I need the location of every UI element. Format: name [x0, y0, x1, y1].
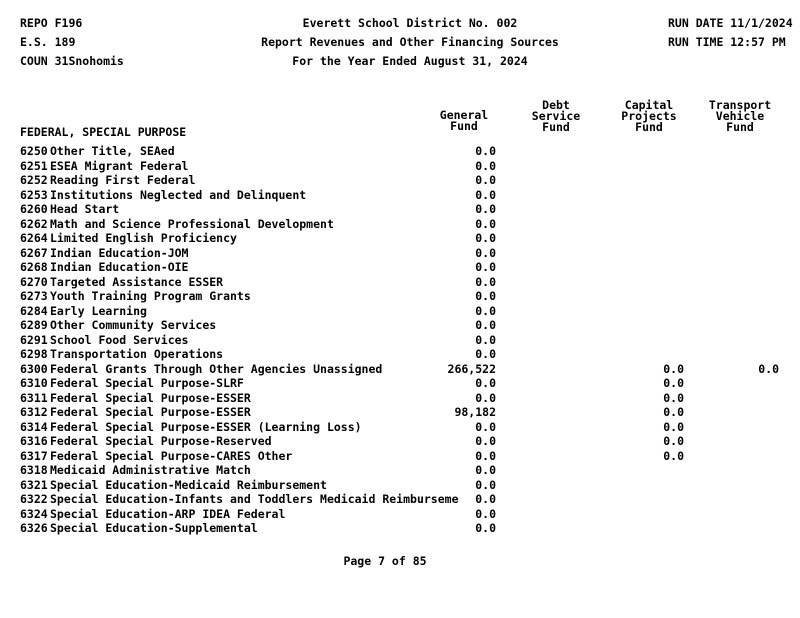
amount-cell: 0.0	[758, 361, 779, 376]
account-label: Special Education-Supplemental	[50, 521, 258, 535]
amount-cell: 0.0	[475, 202, 496, 216]
account-code: 6310	[20, 376, 48, 390]
amount-cell: 0.0	[475, 158, 496, 173]
account-label: Federal Special Purpose-Reserved	[50, 434, 272, 448]
table-row	[0, 479, 800, 493]
county-name: COUN 31Snohomis	[20, 54, 124, 68]
account-code: 6251	[20, 158, 48, 173]
account-label: Special Education-Medicaid Reimbursement	[50, 477, 327, 492]
amount-cell: 0.0	[475, 231, 496, 245]
amount-cell: 0.0	[475, 187, 496, 202]
table-row	[0, 290, 800, 304]
account-label: Youth Training Program Grants	[50, 289, 251, 303]
table-row	[0, 450, 800, 464]
account-label: ESEA Migrant Federal	[50, 158, 189, 173]
amount-cell: 0.0	[475, 506, 496, 521]
amount-cell: 0.0	[663, 361, 684, 376]
account-code: 6253	[20, 187, 48, 202]
account-code: 6322	[20, 492, 48, 506]
account-code: 6316	[20, 434, 48, 448]
account-label: Early Learning	[50, 303, 147, 318]
account-label: Reading First Federal	[50, 173, 196, 187]
report-title: Report Revenues and Other Financing Sources	[261, 35, 559, 49]
district-name: Everett School District No. 002	[302, 16, 518, 30]
amount-cell: 0.0	[475, 216, 496, 231]
account-label: Federal Special Purpose-SLRF	[50, 376, 244, 390]
account-code: 6318	[20, 463, 48, 477]
account-code: 6312	[20, 405, 48, 419]
account-label: Federal Grants Through Other Agencies Unassigned	[50, 361, 383, 376]
table-row	[0, 160, 800, 174]
account-label: Federal Special Purpose-CARES Other	[50, 448, 293, 463]
amount-cell: 0.0	[663, 448, 684, 463]
column-header-general-fund: General Fund	[439, 108, 489, 133]
table-row	[0, 421, 800, 435]
account-label: Other Title, SEAed	[50, 144, 175, 158]
account-code: 6326	[20, 521, 48, 535]
amount-cell: 0.0	[475, 274, 496, 289]
account-label: Transportation Operations	[50, 347, 224, 361]
amount-cell: 0.0	[475, 376, 496, 390]
account-code: 6300	[20, 361, 48, 376]
table-row	[0, 464, 800, 478]
run-date: RUN DATE 11/1/2024	[668, 16, 793, 30]
account-label: Head Start	[50, 202, 120, 216]
account-code: 6284	[20, 303, 48, 318]
table-row	[0, 392, 800, 406]
amount-cell: 0.0	[663, 376, 684, 390]
amount-cell: 0.0	[475, 289, 496, 303]
table-row	[0, 261, 800, 275]
table-row	[0, 174, 800, 188]
amount-cell: 0.0	[475, 419, 496, 434]
account-code: 6298	[20, 347, 48, 361]
table-row	[0, 522, 800, 536]
account-label: Special Education-ARP IDEA Federal	[50, 506, 286, 521]
amount-cell: 0.0	[475, 173, 496, 187]
table-row	[0, 348, 800, 362]
account-label: Limited English Proficiency	[50, 231, 237, 245]
account-code: 6273	[20, 289, 48, 303]
account-label: Federal Special Purpose-ESSER (Learning Loss)	[50, 419, 362, 434]
account-label: Other Community Services	[50, 318, 217, 332]
account-label: Indian Education-JOM	[50, 245, 189, 260]
es-number: E.S. 189	[20, 35, 76, 49]
table-row	[0, 508, 800, 522]
report-id: REPO F196	[20, 16, 83, 30]
amount-cell: 0.0	[475, 245, 496, 260]
amount-cell: 0.0	[475, 390, 496, 405]
account-code: 6270	[20, 274, 48, 289]
account-label: Indian Education-OIE	[50, 260, 189, 274]
account-code: 6260	[20, 202, 48, 216]
account-code: 6252	[20, 173, 48, 187]
amount-cell: 0.0	[475, 463, 496, 477]
table-row	[0, 406, 800, 420]
account-code: 6321	[20, 477, 48, 492]
amount-cell: 0.0	[663, 419, 684, 434]
section-title: FEDERAL, SPECIAL PURPOSE	[20, 125, 187, 139]
table-row	[0, 145, 800, 159]
amount-cell: 266,522	[447, 361, 496, 376]
table-row	[0, 203, 800, 217]
amount-cell: 0.0	[475, 332, 496, 347]
amount-cell: 0.0	[663, 390, 684, 405]
account-code: 6289	[20, 318, 48, 332]
table-row	[0, 189, 800, 203]
table-row	[0, 334, 800, 348]
account-code: 6314	[20, 419, 48, 434]
account-label: Targeted Assistance ESSER	[50, 274, 224, 289]
amount-cell: 98,182	[454, 405, 496, 419]
account-code: 6324	[20, 506, 48, 521]
table-row	[0, 377, 800, 391]
amount-cell: 0.0	[475, 477, 496, 492]
table-row	[0, 435, 800, 449]
amount-cell: 0.0	[475, 492, 496, 506]
account-code: 6250	[20, 144, 48, 158]
amount-cell: 0.0	[475, 318, 496, 332]
amount-cell: 0.0	[475, 434, 496, 448]
account-label: Math and Science Professional Development	[50, 216, 334, 231]
column-header-transport-vehicle-fund: Transport Vehicle Fund	[708, 98, 772, 134]
account-code: 6317	[20, 448, 48, 463]
account-label: School Food Services	[50, 332, 189, 347]
table-row	[0, 493, 800, 507]
amount-cell: 0.0	[663, 434, 684, 448]
account-code: 6264	[20, 231, 48, 245]
account-code: 6267	[20, 245, 48, 260]
account-code: 6311	[20, 390, 48, 405]
amount-cell: 0.0	[663, 405, 684, 419]
account-label: Institutions Neglected and Delinquent	[50, 187, 307, 202]
account-code: 6268	[20, 260, 48, 274]
account-label: Medicaid Administrative Match	[50, 463, 251, 477]
amount-cell: 0.0	[475, 260, 496, 274]
amount-cell: 0.0	[475, 347, 496, 361]
table-row	[0, 319, 800, 333]
amount-cell: 0.0	[475, 303, 496, 318]
account-code: 6291	[20, 332, 48, 347]
table-row	[0, 218, 800, 232]
table-row	[0, 363, 800, 377]
amount-cell: 0.0	[475, 144, 496, 158]
amount-cell: 0.0	[475, 448, 496, 463]
account-label: Federal Special Purpose-ESSER	[50, 405, 251, 419]
table-row	[0, 247, 800, 261]
column-header-debt-service-fund: Debt Service Fund	[531, 98, 581, 134]
account-code: 6262	[20, 216, 48, 231]
table-row	[0, 276, 800, 290]
table-row	[0, 305, 800, 319]
column-header-capital-projects-fund: Capital Projects Fund	[621, 98, 677, 134]
account-label: Federal Special Purpose-ESSER	[50, 390, 251, 405]
page-number: Page 7 of 85	[343, 554, 427, 568]
account-label: Special Education-Infants and Toddlers Medicaid Reimburseme	[50, 492, 459, 506]
report-period: For the Year Ended August 31, 2024	[292, 54, 528, 68]
run-time: RUN TIME 12:57 PM	[668, 35, 786, 49]
amount-cell: 0.0	[475, 521, 496, 535]
table-row	[0, 232, 800, 246]
